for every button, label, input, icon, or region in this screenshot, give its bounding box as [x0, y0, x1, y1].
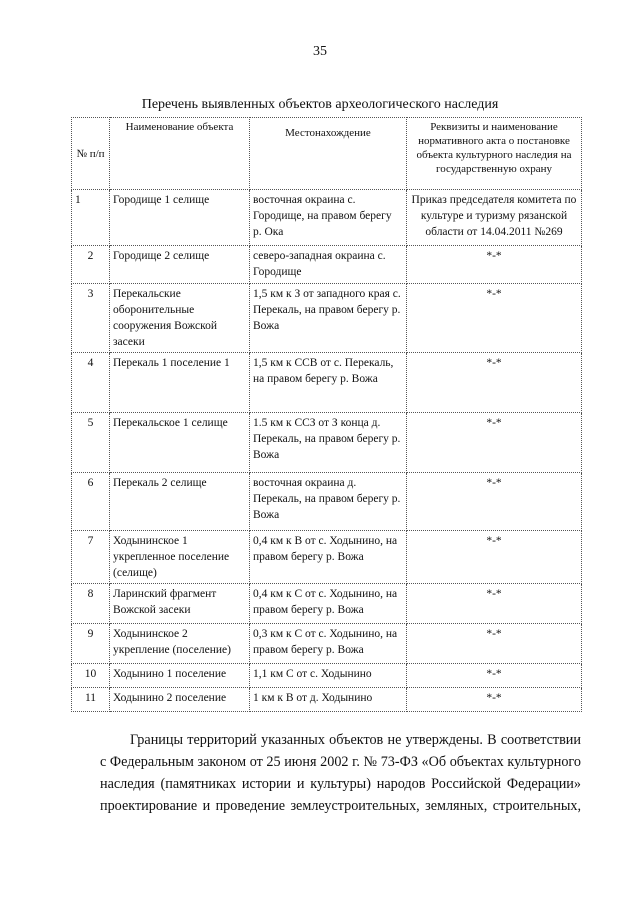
row-num: 5 — [72, 413, 110, 473]
table-row — [72, 413, 582, 473]
row-num: 11 — [72, 688, 110, 712]
row-name: Городище 1 селище — [110, 190, 250, 246]
table-row — [72, 624, 582, 664]
row-location: восточная окраина д. Перекаль, на правом берегу р. Вожа — [250, 473, 407, 531]
row-requisites: *-* — [407, 246, 582, 284]
table-row — [72, 190, 582, 246]
row-name: Городище 2 селище — [110, 246, 250, 284]
row-name: Перекальские оборонительные сооружения Вожской засеки — [110, 284, 250, 353]
row-location: восточная окраина с. Городище, на правом берегу р. Ока — [250, 190, 407, 246]
row-requisites: Приказ председателя комитета по культуре и туризму рязанской области от 14.04.2011 №269 — [407, 190, 582, 246]
table-row — [72, 664, 582, 688]
paragraph-line-2: с Федеральным законом от 25 июня 2002 г. № 73-ФЗ «Об объектах культурного — [100, 754, 581, 770]
paragraph-line-4: проектирование и проведение землеустроительных, земляных, строительных, — [100, 798, 581, 814]
paragraph-line-3: наследия (памятниках истории и культуры) народов Российской Федерации» — [100, 776, 581, 792]
row-requisites: *-* — [407, 664, 582, 688]
row-num: 8 — [72, 584, 110, 624]
table-row — [72, 584, 582, 624]
row-location: 1,5 км к ССВ от с. Перекаль, на правом берегу р. Вожа — [250, 353, 407, 413]
row-name: Перекаль 2 селище — [110, 473, 250, 531]
header-location: Местонахождение — [250, 118, 407, 190]
paragraph-line-1: Границы территорий указанных объектов не утверждены. В соответствии — [130, 732, 581, 748]
row-name: Ходынинское 2 укрепление (поселение) — [110, 624, 250, 664]
table-row — [72, 353, 582, 413]
heritage-table — [71, 117, 582, 712]
row-location: 0,4 км к В от с. Ходынино, на правом берегу р. Вожа — [250, 531, 407, 584]
header-requisites: Реквизиты и наименование нормативного акта о постановке объекта культурного наследия на государственную охрану — [407, 118, 582, 190]
header-num: № п/п — [72, 118, 110, 190]
row-name: Перекальское 1 селище — [110, 413, 250, 473]
table-row — [72, 246, 582, 284]
table-row — [72, 284, 582, 353]
row-location: 1.5 км к ССЗ от З конца д. Перекаль, на правом берегу р. Вожа — [250, 413, 407, 473]
row-name: Ларинский фрагмент Вожской засеки — [110, 584, 250, 624]
row-requisites: *-* — [407, 688, 582, 712]
row-requisites: *-* — [407, 624, 582, 664]
row-num: 6 — [72, 473, 110, 531]
row-name: Ходынино 1 поселение — [110, 664, 250, 688]
row-location: 0,3 км к С от с. Ходынино, на правом берегу р. Вожа — [250, 624, 407, 664]
row-num: 10 — [72, 664, 110, 688]
row-num: 9 — [72, 624, 110, 664]
row-name: Ходынинское 1 укрепленное поселение (селище) — [110, 531, 250, 584]
row-num: 2 — [72, 246, 110, 284]
row-location: 1 км к В от д. Ходынино — [250, 688, 407, 712]
row-location: 1,5 км к З от западного края с. Перекаль, на правом берегу р. Вожа — [250, 284, 407, 353]
row-num: 7 — [72, 531, 110, 584]
row-requisites: *-* — [407, 284, 582, 353]
row-requisites: *-* — [407, 473, 582, 531]
row-requisites: *-* — [407, 584, 582, 624]
row-location: 1,1 км С от с. Ходынино — [250, 664, 407, 688]
row-num: 1 — [72, 190, 110, 246]
table-row — [72, 531, 582, 584]
row-requisites: *-* — [407, 531, 582, 584]
page-number: 35 — [313, 44, 327, 59]
header-name: Наименование объекта — [110, 118, 250, 190]
row-location: северо-западная окраина с. Городище — [250, 246, 407, 284]
table-title: Перечень выявленных объектов археологического наследия — [141, 97, 499, 112]
table-header-row — [72, 118, 582, 190]
row-location: 0,4 км к С от с. Ходынино, на правом берегу р. Вожа — [250, 584, 407, 624]
table-row — [72, 688, 582, 712]
row-num: 4 — [72, 353, 110, 413]
row-num: 3 — [72, 284, 110, 353]
row-requisites: *-* — [407, 353, 582, 413]
row-name: Ходынино 2 поселение — [110, 688, 250, 712]
row-name: Перекаль 1 поселение 1 — [110, 353, 250, 413]
table-row — [72, 473, 582, 531]
row-requisites: *-* — [407, 413, 582, 473]
